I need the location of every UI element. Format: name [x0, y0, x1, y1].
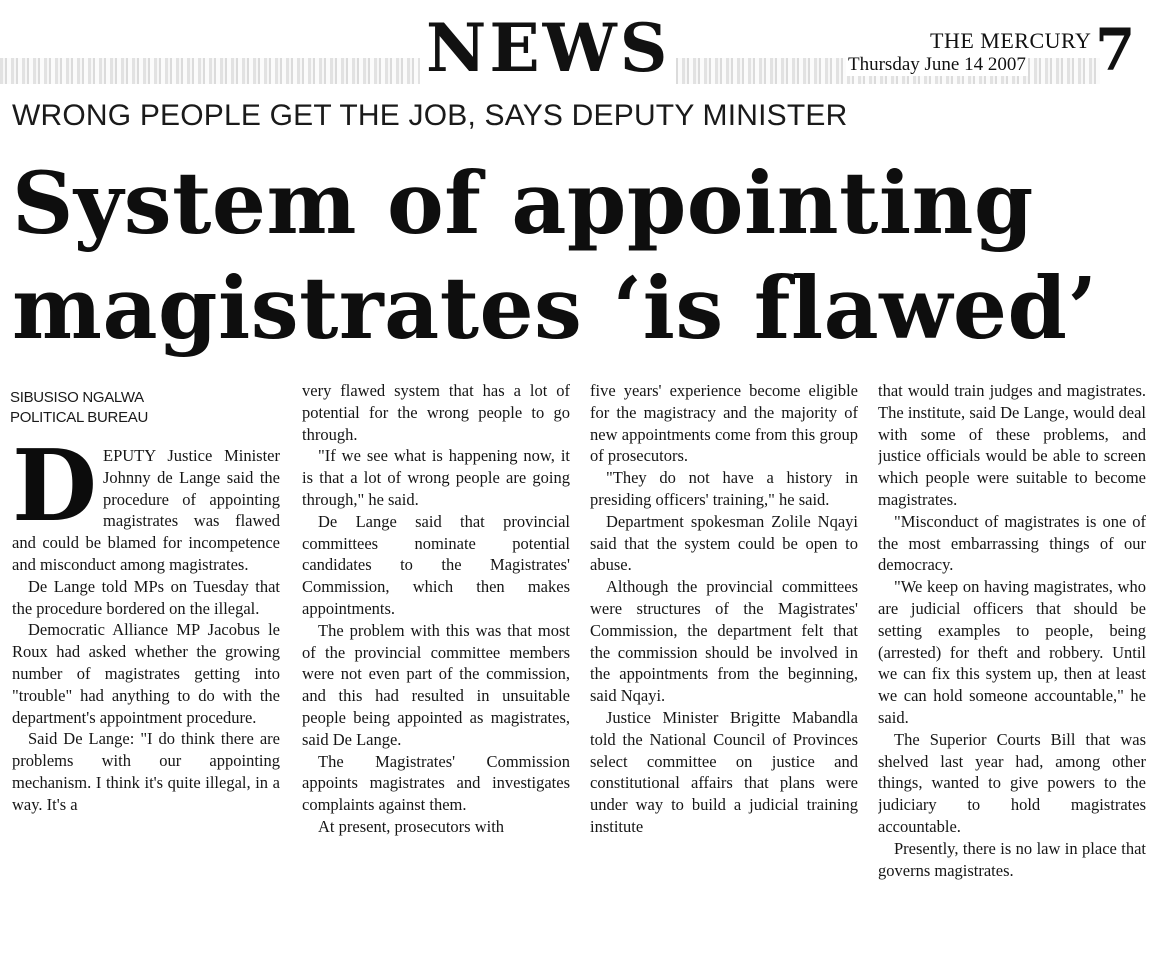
article-column-3	[590, 380, 858, 892]
newspaper-name: THE MERCURY	[930, 28, 1092, 53]
paragraph: that would train judges and magistrates. The institute, said De Lange, would deal with some of these problems, and justice officials would be able to screen which people were suitable to become magistrates.	[878, 381, 1146, 509]
byline-desk: POLITICAL BUREAU	[10, 409, 149, 426]
headline-line-1: System of appointing	[12, 154, 1034, 254]
paragraph: "They do not have a history in presiding officers' training," he said.	[590, 468, 858, 509]
kicker-headline: WRONG PEOPLE GET THE JOB, SAYS DEPUTY MINISTER	[12, 99, 848, 132]
section-label: NEWS	[420, 8, 676, 88]
paragraph: five years' experience become eligible for the magistracy and the majority of new appointments come from this group of prosecutors.	[590, 381, 858, 466]
paragraph: "We keep on having magistrates, who are judicial officers that should be setting examples to people, being (arrested) for theft and robbery. Until we can fix this system up, then at least we can hold someone accountable," he said.	[878, 577, 1146, 727]
masthead	[0, 0, 1155, 96]
article-column-2	[302, 380, 570, 892]
page-number: 7	[1095, 16, 1136, 84]
paragraph: The Magistrates' Commission appoints magistrates and investigates complaints against them.	[302, 751, 570, 815]
paragraph: Justice Minister Brigitte Mabandla told the National Council of Provinces select committee on justice and constitutional affairs that plans were under way to build a judicial training institute	[590, 707, 858, 836]
paragraph: Presently, there is no law in place that governs magistrates.	[878, 838, 1146, 880]
headline-line-2: magistrates ‘is flawed’	[12, 259, 1098, 359]
issue-date: Thursday June 14 2007	[848, 54, 1026, 75]
byline	[10, 388, 148, 428]
main-headline	[12, 152, 1152, 362]
paragraph: Although the provincial committees were structures of the Magistrates' Commission, the department felt that the commission should be involved in the appointments from the beginning, said Nqayi.	[590, 577, 858, 706]
paragraph: De Lange said that provincial committees nominate potential candidates to the Magistrates' Commission, which then makes appointments.	[302, 511, 570, 618]
paragraph: "Misconduct of magistrates is one of the most embarrassing things of our democracy.	[878, 511, 1146, 575]
paragraph: Democratic Alliance MP Jacobus le Roux had asked whether the growing number of magistrates getting into "trouble" had anything to do with the department's appointment procedure.	[12, 620, 280, 727]
drop-cap: D	[12, 445, 97, 544]
paragraph: "If we see what is happening now, it is that a lot of wrong people are going through," he said.	[302, 446, 570, 509]
paragraph: Department spokesman Zolile Nqayi said that the system could be open to abuse.	[590, 511, 858, 575]
paragraph: At present, prosecutors with	[318, 816, 505, 836]
paragraph: very flawed system that has a lot of potential for the wrong people to go through.	[302, 381, 570, 444]
paragraph: Said De Lange: "I do think there are problems with our appointing mechanism. I think it's quite illegal, in a way. It's a	[12, 729, 280, 814]
paragraph: The problem with this was that most of the provincial committee members were not even part of the commission, and this had resulted in unsuitable people being appointed as magistrates, said De Lange.	[302, 620, 570, 749]
lead-paragraph	[12, 445, 280, 576]
article-column-1	[12, 445, 280, 957]
article-column-4	[878, 380, 1146, 892]
byline-author: SIBUSISO NGALWA	[10, 389, 144, 406]
paragraph: The Superior Courts Bill that was shelved last year had, among other things, wanted to give powers to the judiciary to hold magistrates accountable.	[878, 729, 1146, 836]
paragraph: De Lange told MPs on Tuesday that the procedure bordered on the illegal.	[12, 576, 280, 618]
lead-text: EPUTY Justice Minister Johnny de Lange said the procedure of appointing magistrates was flawed and could be blamed for incompetence and misconduct among magistrates.	[12, 446, 280, 574]
